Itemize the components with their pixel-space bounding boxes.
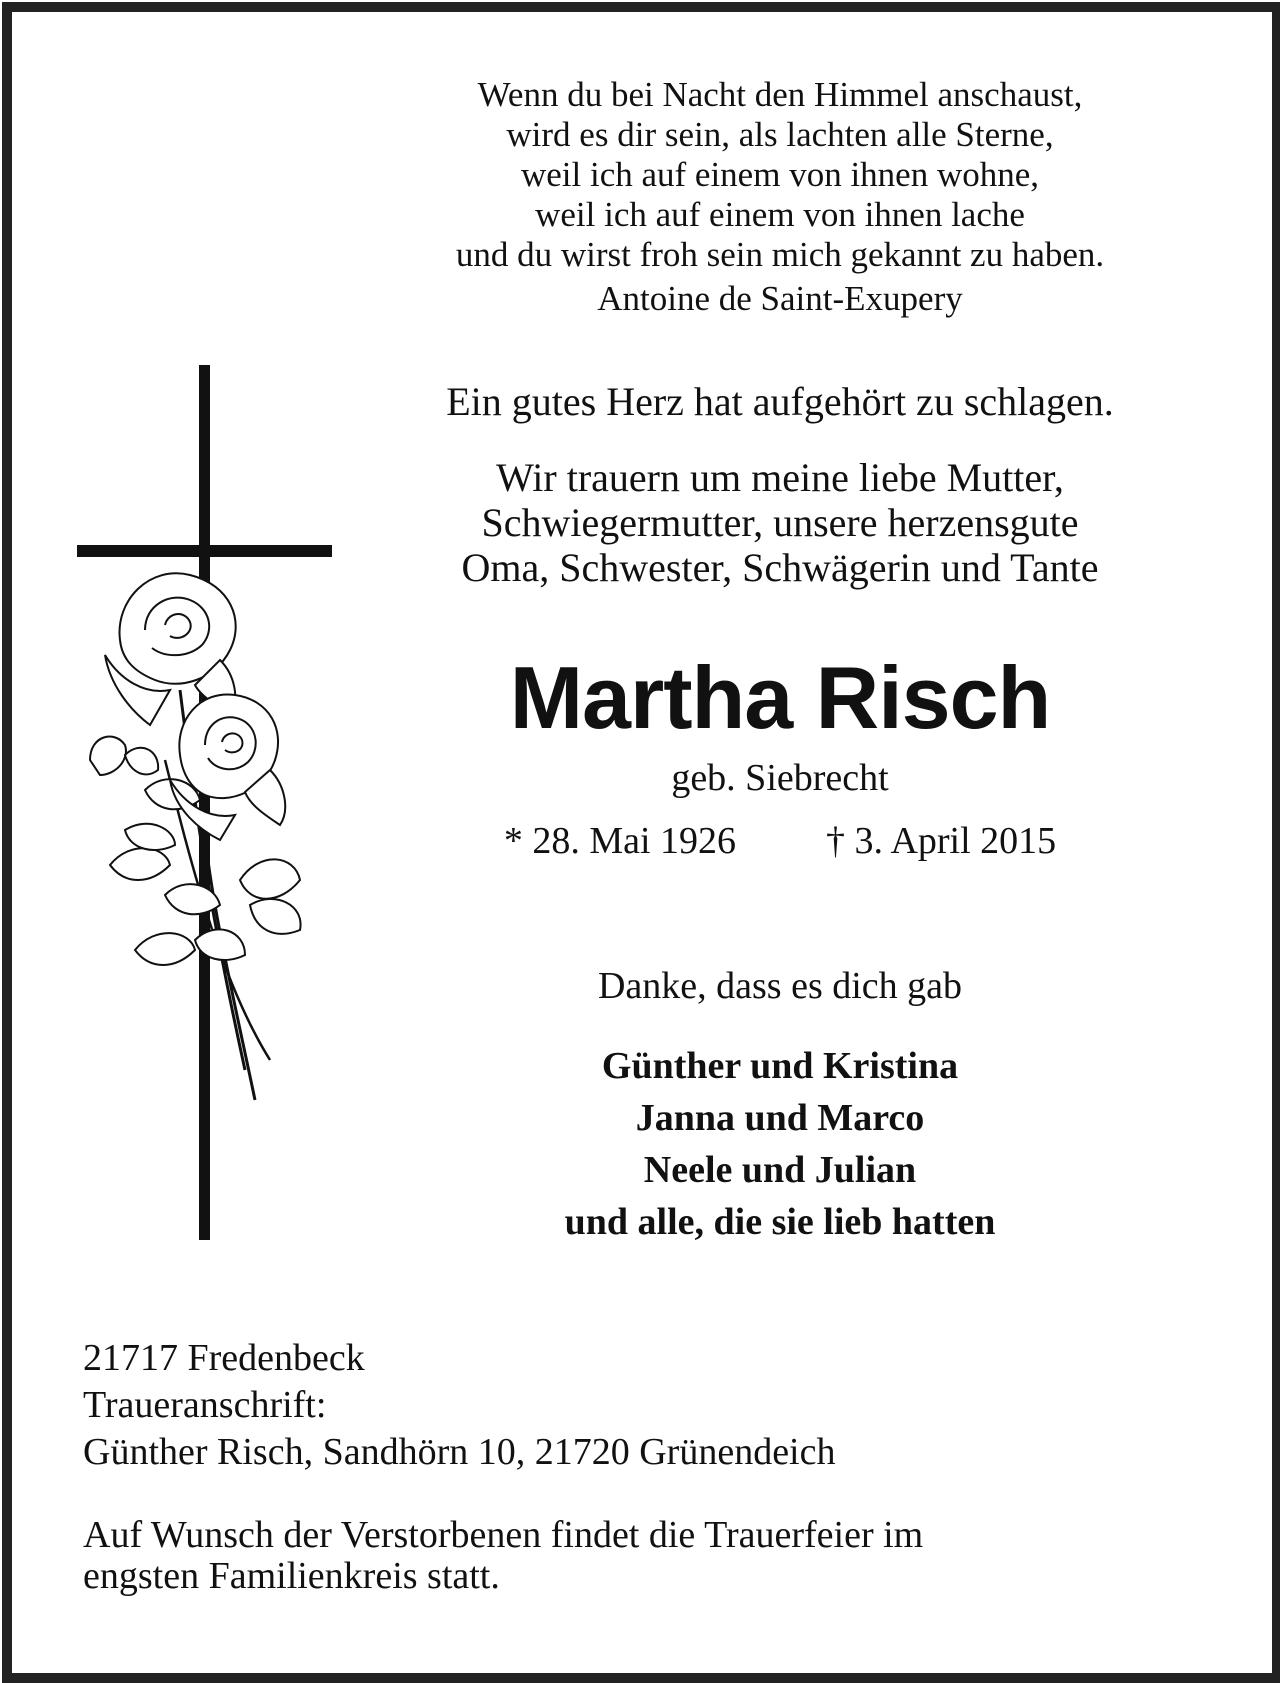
poem-block xyxy=(330,75,1230,319)
intro-line: Ein gutes Herz hat aufgehört zu schlagen. xyxy=(446,379,1114,424)
poem-line: weil ich auf einem von ihnen wohne, xyxy=(520,155,1040,194)
poem-line: und du wirst froh sein mich gekannt zu haben. xyxy=(455,235,1105,274)
address-label: Traueranschrift: xyxy=(83,1384,327,1426)
family-line: und alle, die sie lieb hatten xyxy=(564,1201,996,1243)
address-town: 21717 Fredenbeck xyxy=(83,1337,365,1379)
poem-line: weil ich auf einem von ihnen lache xyxy=(535,195,1025,234)
poem-author: Antoine de Saint-Exupery xyxy=(597,279,963,318)
address-block xyxy=(83,1335,1223,1476)
mourning-block xyxy=(330,455,1230,590)
thanks-line: Danke, dass es dich gab xyxy=(597,965,963,1007)
address-line: Günther Risch, Sandhörn 10, 21720 Grünendeich xyxy=(83,1431,836,1473)
note-line: Auf Wunsch der Verstorbenen findet die Trauerfeier im xyxy=(83,1514,924,1556)
birth-name: geb. Siebrecht xyxy=(671,757,889,799)
funeral-note xyxy=(83,1515,1223,1597)
poem-line: Wenn du bei Nacht den Himmel anschaust, xyxy=(477,75,1083,114)
cross-icon xyxy=(77,365,332,1240)
family-line: Günther und Kristina xyxy=(601,1045,959,1087)
deceased-name: Martha Risch xyxy=(509,648,1051,747)
mourning-line: Oma, Schwester, Schwägerin und Tante xyxy=(461,545,1099,590)
family-line: Neele und Julian xyxy=(643,1149,917,1191)
family-block xyxy=(330,1040,1230,1248)
mourning-line: Wir trauern um meine liebe Mutter, xyxy=(496,455,1064,500)
note-line: engsten Familienkreis statt. xyxy=(83,1555,500,1597)
poem-line: wird es dir sein, als lachten alle Sterne, xyxy=(506,115,1054,154)
rose-icon xyxy=(90,573,301,1100)
family-line: Janna und Marco xyxy=(635,1097,925,1139)
cross-with-roses xyxy=(70,360,340,1240)
death-date: † 3. April 2015 xyxy=(826,820,1057,862)
mourning-line: Schwiegermutter, unsere herzensgute xyxy=(481,500,1079,545)
birth-date: * 28. Mai 1926 xyxy=(503,820,737,862)
life-dates xyxy=(330,818,1230,864)
